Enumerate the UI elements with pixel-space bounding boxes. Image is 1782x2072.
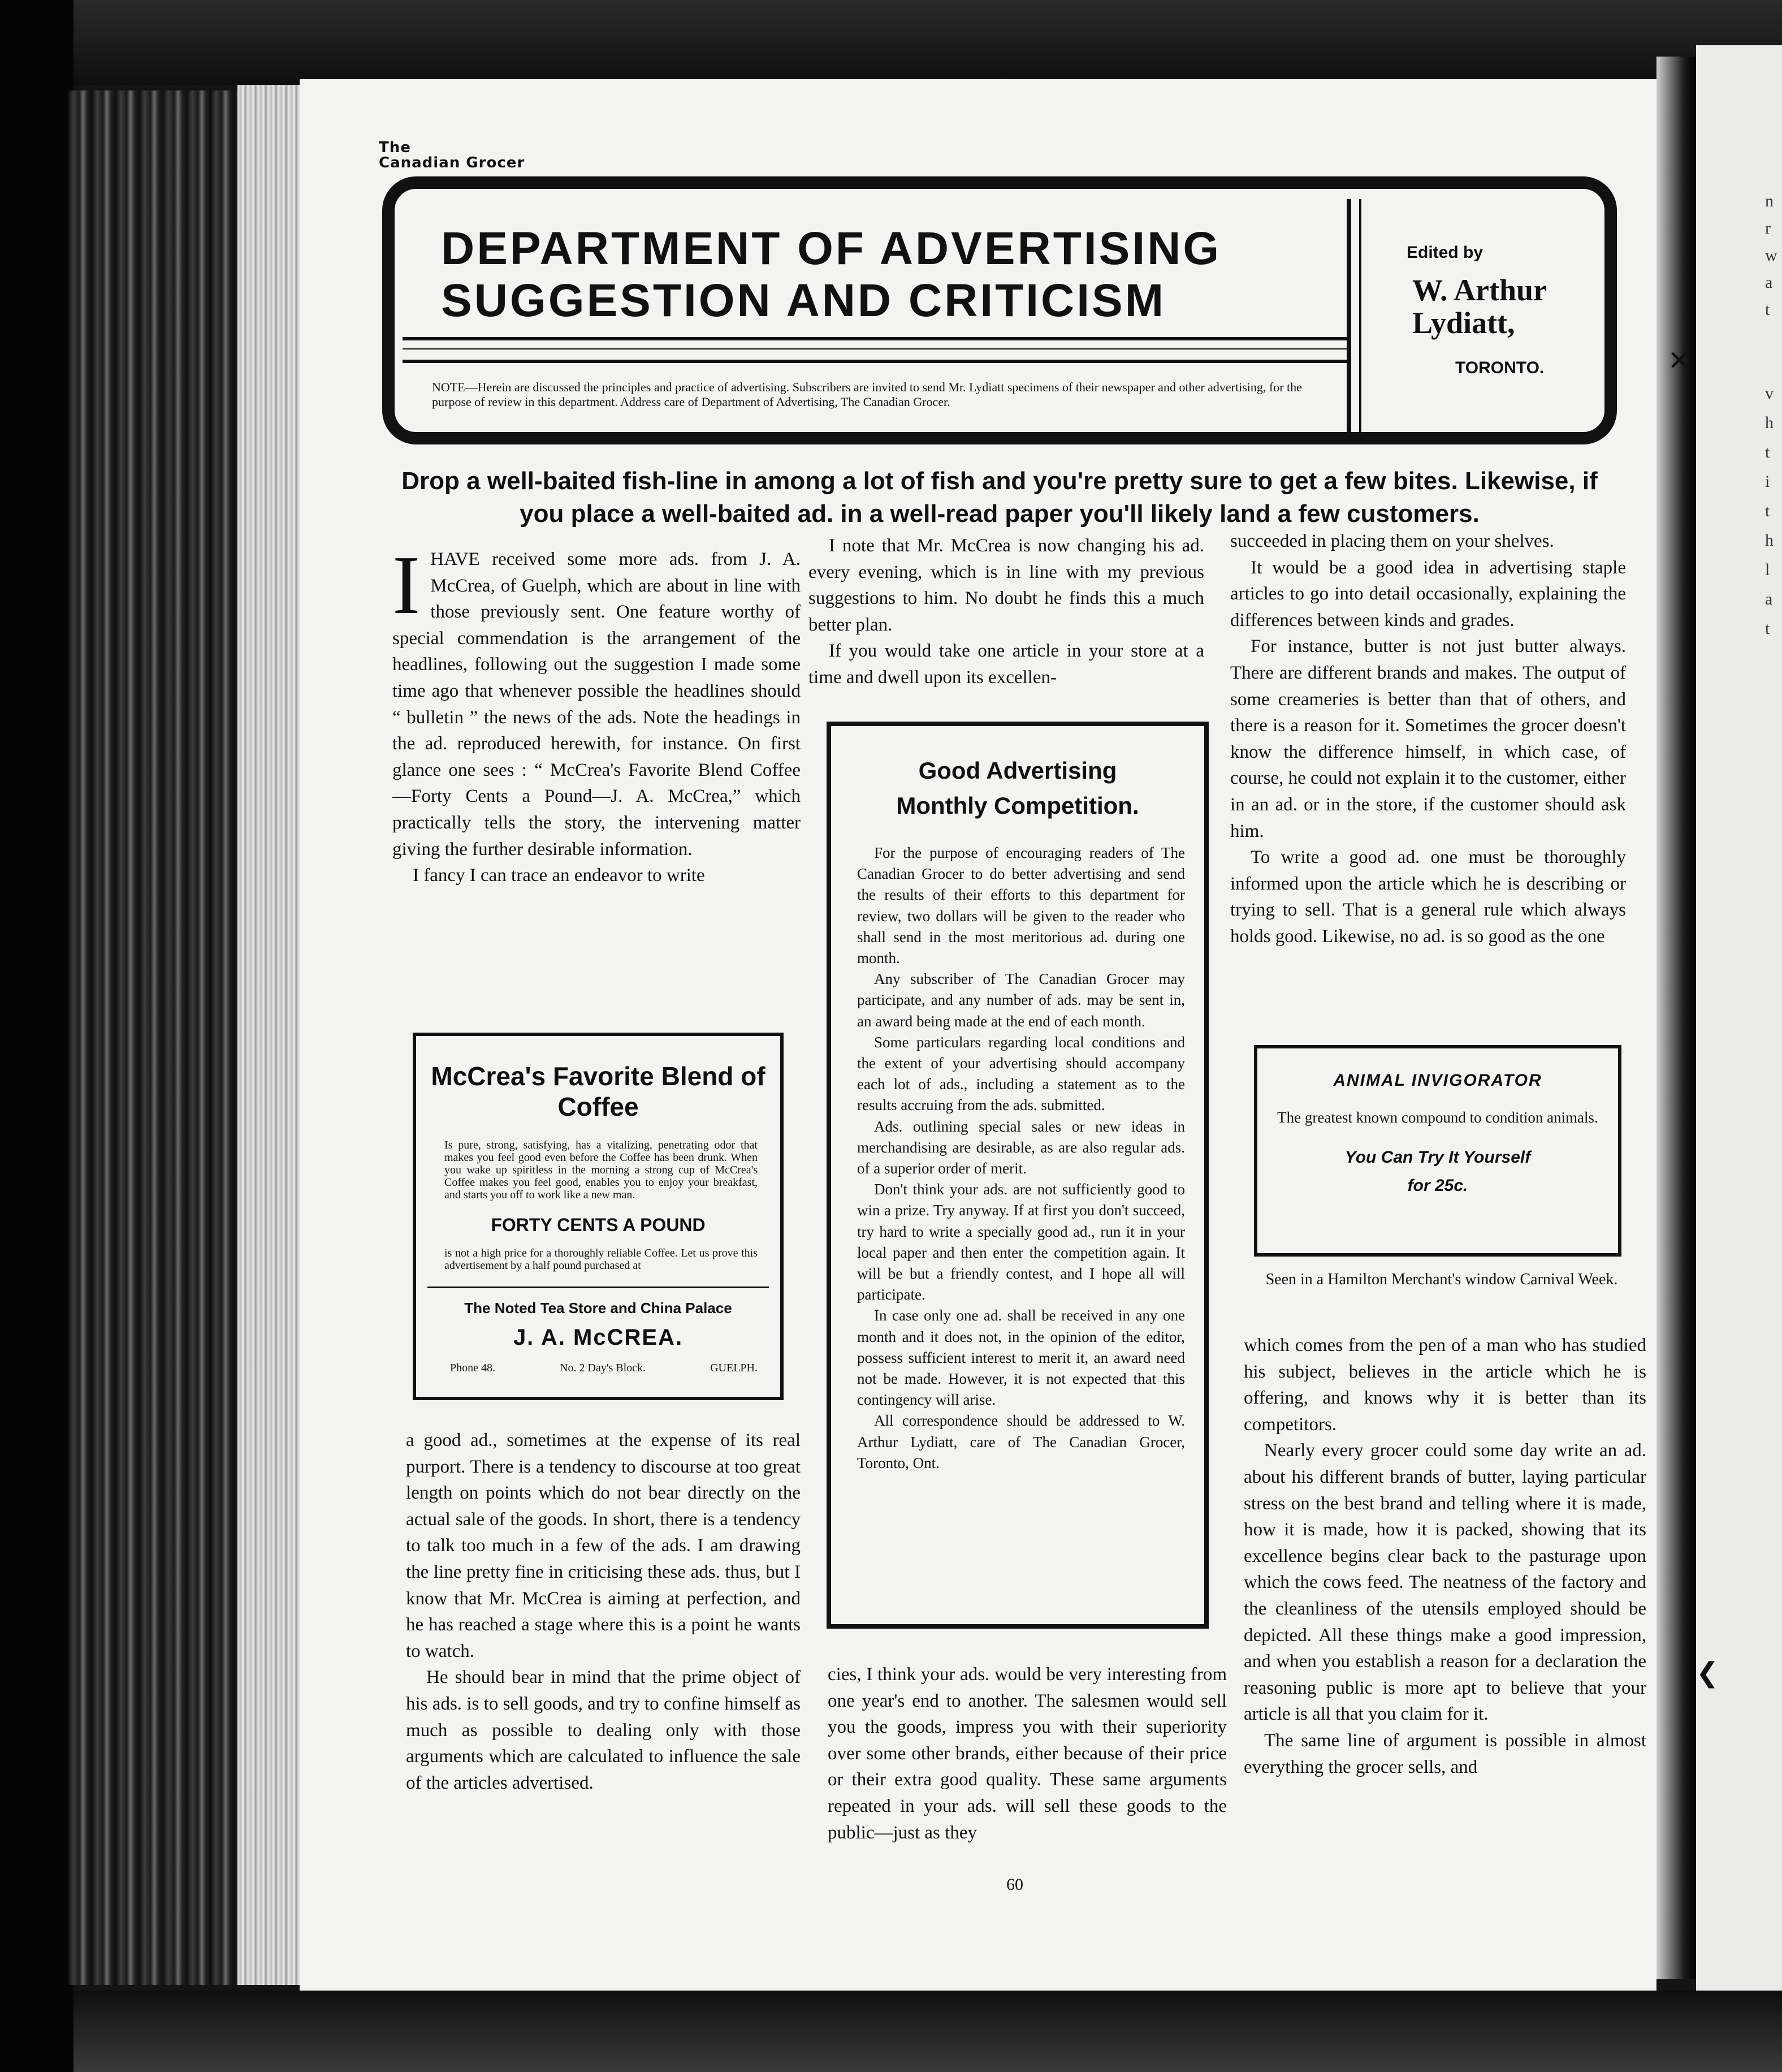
facing-page-fragment: h [1765, 531, 1774, 550]
competition-paragraph: For the purpose of encouraging readers of The Canadian Grocer to do better advertising and send the results of their efforts to this department for review, two dollars will be given to the reader who shall send in the most meritorious ad. during one month. [857, 844, 1185, 967]
facing-page-fragment: t [1765, 443, 1770, 461]
drop-cap: I [392, 539, 421, 632]
competition-paragraph: Don't think your ads. are not sufficiently good to win a prize. Try anyway. If at first you don't succeed, try hard to write a specially good ad., run it in your local paper and then enter the competition again. It will be but a friendly contest, and I hope all will participate. [857, 1181, 1185, 1303]
editor-name-line1: W. Arthur [1412, 273, 1547, 307]
header-rule [403, 360, 1347, 363]
article-paragraph: I note that Mr. McCrea is now changing his ad. every evening, which is in line with my previous suggestions to him. No doubt he finds this a much better plan. [808, 536, 1204, 635]
ad-phone: Phone 48. [450, 1362, 495, 1374]
competition-title-line1: Good Advertising [918, 757, 1117, 784]
title-line2: SUGGESTION AND CRITICISM [441, 275, 1166, 326]
ad-store-name: The Noted Tea Store and China Palace [464, 1300, 732, 1316]
article-paragraph: The same line of argument is possible in almost everything the grocer sells, and [1244, 1730, 1646, 1777]
article-paragraph: which comes from the pen of a man who has studied his subject, believes in the article which he is offering, and knows why it is better than its competitors. [1244, 1335, 1646, 1435]
column-1-bottom [406, 1427, 801, 1796]
ad-body: Is pure, strong, satisfying, has a vitalizing, penetrating odor that makes you feel good even before the Coffee has been drunk. When you wake up spiritless in the morning a strong cup of McCrea's Coffee makes you feel good, enables you to enjoy your breakfast, and starts you off to work like a new man. [444, 1139, 758, 1201]
scan-background-bottom [0, 1991, 1782, 2072]
invigorator-description: The greatest known compound to condition animals. [1277, 1109, 1598, 1126]
invigorator-offer-line1: You Can Try It Yourself [1344, 1148, 1531, 1167]
facing-page-fragment: h [1765, 413, 1774, 432]
article-paragraph: a good ad., sometimes at the expense of its real purport. There is a tendency to discourse at too great length on points which do not bear directly on the actual sale of the goods. In short, there is a tendency to talk too much in a few of the ads. I am drawing the line pretty fine in criticising these ads. thus, but I know that Mr. McCrea is aiming at perfection, and he has reached a stage where this is a point he wants to watch. [406, 1430, 801, 1661]
article-paragraph [392, 539, 801, 862]
column-2-top [808, 533, 1204, 691]
facing-page-fragment: w [1765, 246, 1777, 265]
facing-page-fragment: i [1765, 472, 1770, 491]
ad-body-2: is not a high price for a thoroughly reliable Coffee. Let us prove this advertisement by a half pound purchased at [444, 1247, 758, 1272]
masthead-line1: The [379, 139, 411, 156]
scanner-mark-icon: ✕ [1668, 345, 1691, 377]
masthead-line2: Canadian Grocer [379, 154, 525, 171]
facing-page-fragment: t [1765, 300, 1770, 319]
ad-rule [427, 1287, 769, 1288]
ad-town: GUELPH. [710, 1362, 758, 1374]
facing-page-fragment: l [1765, 560, 1770, 579]
invigorator-caption: Seen in a Hamilton Merchant's window Carnival Week. [1265, 1271, 1618, 1288]
column-3-bottom [1244, 1332, 1646, 1780]
header-note: NOTE—Herein are discussed the principles and practice of advertising. Subscribers are invited to send Mr. Lydiatt specimens of their newspaper and other advertising, for the purpose of review in this department. Address care of Department of Advertising, The Canadian Grocer. [432, 380, 1302, 409]
ad-price-heading: FORTY CENTS A POUND [491, 1215, 706, 1235]
column-3-top [1230, 528, 1626, 950]
lead-paragraph: Drop a well-baited fish-line in among a lot of fish and you're pretty sure to get a few bites. Likewise, if you place a well-baited ad. in a well-read paper you'll likely land a few customers. [401, 467, 1598, 528]
title-line1: DEPARTMENT OF ADVERTISING [441, 223, 1222, 274]
facing-page-fragment: r [1765, 219, 1771, 238]
edited-by-label: Edited by [1407, 243, 1483, 262]
ad-address: No. 2 Day's Block. [560, 1362, 646, 1374]
facing-page-fragment: v [1765, 384, 1774, 403]
editor-name [1412, 274, 1547, 339]
competition-paragraph: All correspondence should be addressed to W. Arthur Lydiatt, care of The Canadian Grocer, Toronto, Ont. [857, 1412, 1185, 1471]
masthead [379, 140, 525, 171]
facing-page-fragment: t [1765, 502, 1770, 520]
competition-paragraph: Any subscriber of The Canadian Grocer may participate, and any number of ads. may be sent in, an award being made at the end of each month. [857, 970, 1185, 1030]
department-header-box [382, 176, 1617, 444]
competition-paragraph: Ads. outlining special sales or new ideas in merchandising are desirable, as are also regular ads. of a superior order of merit. [857, 1117, 1185, 1177]
animal-invigorator-ad [1254, 1045, 1621, 1257]
ad-merchant-name: J. A. McCREA. [513, 1325, 684, 1350]
invigorator-offer [1257, 1143, 1618, 1200]
scanner-mark-icon: ❮ [1696, 1657, 1719, 1689]
invigorator-title: ANIMAL INVIGORATOR [1333, 1071, 1542, 1090]
page-number: 60 [1006, 1875, 1023, 1894]
facing-page-fragment: a [1765, 590, 1773, 608]
column-2-bottom [828, 1661, 1227, 1846]
header-divider [1359, 199, 1361, 442]
facing-page-fragment: t [1765, 619, 1770, 638]
facing-page-fragment: n [1765, 192, 1774, 210]
ad-title: McCrea's Favorite Blend of Coffee [431, 1061, 765, 1121]
column-1-top [392, 539, 801, 889]
ad-footer [450, 1362, 758, 1375]
competition-body [857, 843, 1185, 1474]
editor-city: TORONTO. [1455, 359, 1545, 377]
article-paragraph: succeeded in placing them on your shelves. [1230, 531, 1554, 551]
header-divider [1347, 199, 1351, 442]
article-text: HAVE received some more ads. from J. A. McCrea, of Guelph, which are about in line with those previously sent. One feature worthy of special commendation is the arrangement of the headlines, following out the suggestion I made some time ago that whenever possible the headlines should “ bulletin ” the news of the ads. Note the headings in the ad. reproduced herewith, for instance. On first glance one sees : “ McCrea's Favorite Blend Coffee —Forty Cents a Pound—J. A. McCrea,” which practically tells the story, the intervening matter giving the further desirable information. [392, 549, 801, 860]
scan-background-top [0, 0, 1782, 85]
article-paragraph: Nearly every grocer could some day write an ad. about his different brands of butter, laying particular stress on the best brand and telling where it is made, how it is made, how it is packed, showing that its excellence begins clear back to the pasturage upon which the cows feed. The neatness of the factory and the cleanliness of the utensils employed should be depicted. All these things make a good impression, and when you establish a reason for a declaration the reasoning public is more apt to believe that your article is all that you claim for it. [1244, 1440, 1646, 1725]
page-edges [237, 85, 305, 1985]
header-rule [403, 337, 1347, 340]
department-title [441, 223, 1221, 327]
article-paragraph: He should bear in mind that the prime object of his ads. is to sell goods, and try to confine himself as much as possible to dealing only with those arguments which are calculated to influence the sale of the articles advertised. [406, 1667, 801, 1793]
header-rule [403, 348, 1347, 349]
competition-box [827, 722, 1209, 1629]
article-paragraph: It would be a good idea in advertising staple articles to go into detail occasionally, explaining the differences between kinds and grades. [1230, 557, 1626, 631]
competition-paragraph: In case only one ad. shall be received in any one month and it does not, in the opinion of the editor, possess sufficient interest to merit it, an award need not be made. However, it is not expected that this contingency will arise. [857, 1307, 1185, 1409]
mccrea-coffee-ad [413, 1033, 784, 1400]
facing-page-fragment: a [1765, 273, 1773, 292]
editor-name-line2: Lydiatt, [1412, 306, 1515, 340]
article-paragraph: If you would take one article in your store at a time and dwell upon its excellen- [808, 641, 1204, 688]
article-paragraph: I fancy I can trace an endeavor to write [413, 865, 705, 886]
scan-background-left [0, 0, 73, 2072]
invigorator-offer-line2: for 25c. [1407, 1176, 1468, 1195]
article-paragraph: To write a good ad. one must be thoroughly informed upon the article which he is describing or trying to sell. That is a general rule which always holds good. Likewise, no ad. is so good as the one [1230, 847, 1626, 947]
competition-title-line2: Monthly Competition. [896, 792, 1139, 819]
article-paragraph: For instance, butter is not just butter always. There are different brands and makes. The output of some creameries is better than that of others, and there is a reason for it. Sometimes the grocer doesn't know the difference himself, in which case, of course, he could not explain it to the customer, either in an ad. or in the store, if the customer should ask him. [1230, 636, 1626, 841]
facing-page [1696, 45, 1782, 1991]
competition-title [831, 753, 1204, 823]
competition-paragraph: Some particulars regarding local conditions and the extent of your advertising should accompany each lot of ads., including a statement as to the results accruing from the ads. submitted. [857, 1033, 1185, 1114]
article-paragraph: cies, I think your ads. would be very interesting from one year's end to another. The salesmen would sell you the goods, impress you with their superiority over some other brands, either because of their price or their extra good quality. These same arguments repeated in your ads. will sell these goods to the public—just as they [828, 1664, 1227, 1843]
